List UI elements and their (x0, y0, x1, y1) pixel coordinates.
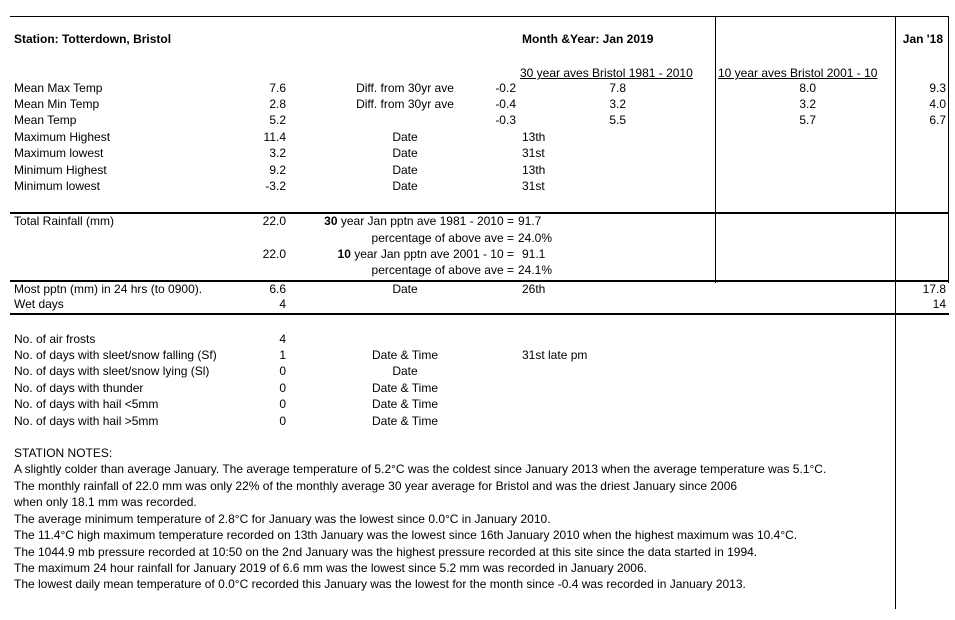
days-date: 31st late pm (522, 348, 588, 362)
temp-date: 13th (522, 163, 546, 177)
temp-diff-label: Diff. from 30yr ave (356, 97, 454, 111)
days-date-label: Date & Time (371, 397, 439, 411)
note-line: The 11.4°C high maximum temperature recorded on 13th January was the lowest since 16th January 2010 when the highest maximum was 10.4°C. (14, 528, 798, 542)
days-label: No. of days with thunder (14, 381, 144, 395)
temp-ave30: 7.8 (609, 81, 626, 95)
wet-days-label: Wet days (14, 297, 64, 311)
divider-days-top (10, 313, 949, 315)
rainfall-pct10-label: percentage of above ave = (371, 263, 514, 277)
temp-date: 31st (522, 146, 545, 160)
ave30-title: 30 year aves Bristol 1981 - 2010 (520, 66, 693, 80)
days-label: No. of days with hail <5mm (14, 397, 159, 411)
rainfall-ave10-text (290, 247, 514, 262)
temp-date: 31st (522, 179, 545, 193)
most-pptn-date: 26th (522, 282, 546, 296)
days-label: No. of days with sleet/snow lying (Sl) (14, 364, 210, 378)
temp-ave10: 5.7 (799, 113, 816, 127)
month-year-title: Month &Year: Jan 2019 (522, 32, 654, 46)
temp-value: 3.2 (269, 146, 286, 160)
temp-diff: -0.2 (495, 81, 516, 95)
wet-days-prev: 14 (932, 297, 946, 311)
days-value: 0 (279, 381, 286, 395)
days-label: No. of air frosts (14, 332, 96, 346)
note-line: when only 18.1 mm was recorded. (14, 495, 197, 509)
note-line: The 1044.9 mb pressure recorded at 10:50 on the 2nd January was the highest pressure recorded at this site since the data started in 1994. (14, 545, 758, 559)
station-title: Station: Totterdown, Bristol (14, 32, 172, 46)
temp-value: -3.2 (265, 179, 286, 193)
temp-value: 2.8 (269, 97, 286, 111)
temp-prev: 4.0 (929, 97, 946, 111)
notes-title: STATION NOTES: (14, 446, 113, 460)
temp-label: Maximum lowest (14, 146, 104, 160)
right-border (948, 16, 949, 283)
days-value: 0 (279, 414, 286, 428)
temp-ave10: 8.0 (799, 81, 816, 95)
temp-ave30: 5.5 (609, 113, 626, 127)
most-pptn-prev: 17.8 (922, 282, 946, 296)
days-date-label: Date & Time (371, 381, 439, 395)
days-date-label: Date & Time (371, 348, 439, 362)
note-line: The maximum 24 hour rainfall for January 2019 of 6.6 mm was the lowest since 5.2 mm was recorded in January 2006. (14, 561, 647, 575)
days-label: No. of days with hail >5mm (14, 414, 159, 428)
temp-label: Minimum lowest (14, 179, 101, 193)
wet-days-value: 4 (279, 297, 286, 311)
temp-label: Mean Min Temp (14, 97, 100, 111)
temp-date-label: Date (392, 163, 418, 177)
rainfall-ave30-value: 91.7 (518, 214, 542, 228)
divider-ave10-left (715, 16, 716, 283)
temp-date: 13th (522, 130, 546, 144)
temp-date-label: Date (392, 130, 418, 144)
note-line: The average minimum temperature of 2.8°C for January was the lowest since 0.0°C in January 2010. (14, 512, 551, 526)
note-line: The monthly rainfall of 22.0 mm was only 22% of the monthly average 30 year average for Bristol and was the driest January since 2006 (14, 479, 738, 493)
rainfall-value-2: 22.0 (262, 247, 286, 261)
note-line: The lowest daily mean temperature of 0.0°C recorded this January was the lowest for the month since -0.4 was recorded in January 2013. (14, 577, 746, 591)
prev-year-title: Jan '18 (902, 32, 943, 46)
most-pptn-value: 6.6 (269, 282, 286, 296)
rainfall-ave30-text (290, 214, 514, 229)
temp-label: Maximum Highest (14, 130, 111, 144)
rainfall-ave10-value: 91.1 (522, 247, 546, 261)
rainfall-label: Total Rainfall (mm) (14, 214, 115, 228)
temp-value: 11.4 (263, 130, 286, 144)
temp-diff: -0.4 (495, 97, 516, 111)
rainfall-ave30-years: 30 (324, 214, 338, 228)
temp-label: Minimum Highest (14, 163, 107, 177)
rainfall-pct10-value: 24.1% (518, 263, 553, 277)
temp-prev: 9.3 (929, 81, 946, 95)
rainfall-pct30-value: 24.0% (518, 231, 553, 245)
temp-prev: 6.7 (929, 113, 946, 127)
temp-ave30: 3.2 (609, 97, 626, 111)
days-value: 0 (279, 397, 286, 411)
ave10-title: 10 year aves Bristol 2001 - 10 (718, 66, 878, 80)
most-pptn-label: Most pptn (mm) in 24 hrs (to 0900). (14, 282, 203, 296)
temp-ave10: 3.2 (799, 97, 816, 111)
most-pptn-date-label: Date (392, 282, 418, 296)
temp-diff-label: Diff. from 30yr ave (356, 81, 454, 95)
days-value: 1 (279, 348, 286, 362)
temp-diff: -0.3 (495, 113, 516, 127)
rainfall-ave10-label: year Jan pptn ave 2001 - 10 = (350, 247, 514, 261)
temp-value: 9.2 (269, 163, 286, 177)
days-value: 4 (279, 332, 286, 346)
temp-date-label: Date (392, 146, 418, 160)
temp-date-label: Date (392, 179, 418, 193)
rainfall-ave30-label: year Jan pptn ave 1981 - 2010 = (337, 214, 514, 228)
days-label: No. of days with sleet/snow falling (Sf) (14, 348, 217, 362)
rainfall-pct30-label: percentage of above ave = (371, 231, 514, 245)
temp-value: 5.2 (269, 113, 286, 127)
days-value: 0 (279, 364, 286, 378)
temp-label: Mean Temp (14, 113, 77, 127)
temp-value: 7.6 (269, 81, 286, 95)
note-line: A slightly colder than average January. The average temperature of 5.2°C was the coldest since January 2013 when the average temperature was 5.1°C. (14, 462, 827, 476)
days-date-label: Date (392, 364, 418, 378)
rainfall-value: 22.0 (262, 214, 286, 228)
top-border (10, 16, 948, 17)
temp-label: Mean Max Temp (14, 81, 103, 95)
rainfall-ave10-years: 10 (337, 247, 351, 261)
days-date-label: Date & Time (371, 414, 439, 428)
